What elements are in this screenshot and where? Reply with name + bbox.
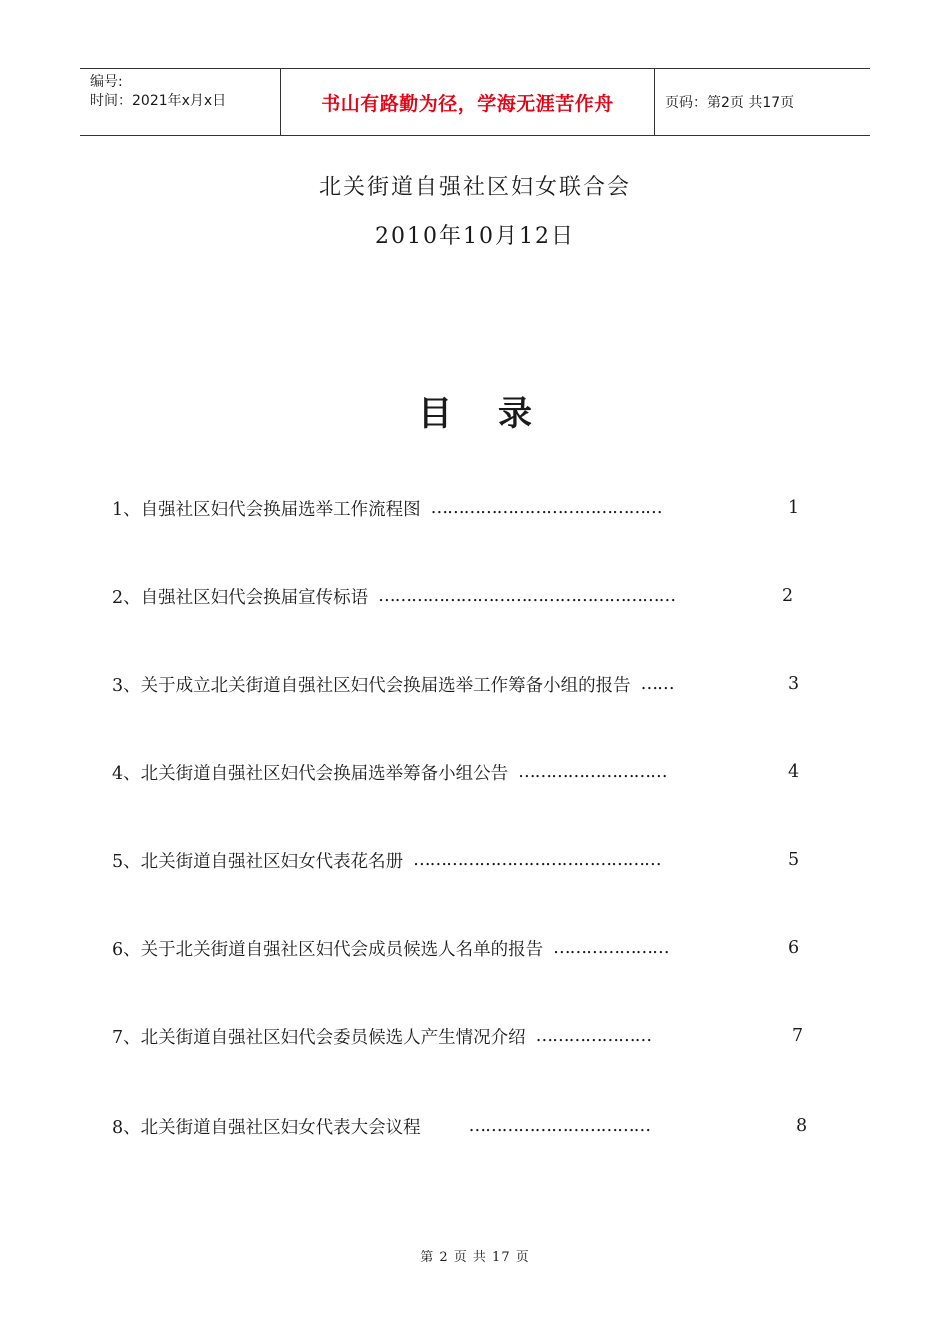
toc-item-page: 3: [788, 674, 800, 694]
toc-item-8[interactable]: [112, 1111, 812, 1141]
toc-item-leader: …………………: [535, 1026, 652, 1046]
toc-item-page: 2: [782, 586, 794, 606]
header-slogan: 书山有路勤为径，学海无涯苦作舟: [281, 69, 655, 135]
toc-item-leader: ………………………………………: [413, 850, 661, 870]
toc-item-text: 5、北关街道自强社区妇女代表花名册: [112, 851, 404, 872]
toc-item-page: 6: [788, 938, 800, 958]
toc-item-text: 7、北关街道自强社区妇代会委员候选人产生情况介绍: [112, 1027, 526, 1048]
toc-item-text: 6、关于北关街道自强社区妇代会成员候选人名单的报告: [112, 939, 544, 960]
document-date: 2010年10月12日: [375, 224, 575, 249]
toc-title: 目录: [418, 394, 578, 434]
toc-item-text: 8、北关街道自强社区妇女代表大会议程: [112, 1117, 421, 1138]
toc-item-page: 8: [796, 1116, 808, 1136]
toc-item-3[interactable]: [112, 669, 812, 699]
time-label: 时间：2021年x月x日: [90, 93, 227, 109]
toc-item-6[interactable]: [112, 933, 812, 963]
number-label: 编号:: [90, 74, 123, 90]
page-footer: 第 2 页 共 17 页: [420, 1250, 530, 1265]
toc-item-text: 2、自强社区妇代会换届宣传标语: [112, 587, 369, 608]
toc-item-page: 4: [788, 762, 800, 782]
toc-item-leader: ………………………: [518, 762, 667, 782]
toc-item-leader: …………………: [553, 938, 669, 958]
toc-item-leader: ……………………………………: [430, 498, 662, 518]
toc-item-page: 5: [788, 850, 800, 870]
toc-item-text: 3、关于成立北关街道自强社区妇代会换届选举工作筹备小组的报告: [112, 675, 631, 696]
toc-item-page: 1: [788, 498, 800, 518]
toc-item-1[interactable]: [112, 493, 812, 523]
toc-item-2[interactable]: [112, 581, 812, 611]
toc-item-text: 4、北关街道自强社区妇代会换届选举筹备小组公告: [112, 763, 509, 784]
toc-item-text: 1、自强社区妇代会换届选举工作流程图: [112, 499, 421, 520]
toc-item-leader: ……: [640, 674, 674, 694]
toc-item-7[interactable]: [112, 1021, 812, 1051]
toc-item-leader: ………………………………………………: [378, 586, 676, 606]
header-meta-cell: [80, 69, 281, 135]
toc-item-leader: ……………………………: [468, 1116, 651, 1136]
header-table: [80, 68, 870, 136]
toc-item-5[interactable]: [112, 845, 812, 875]
organization-name: 北关街道自强社区妇女联合会: [318, 175, 631, 200]
toc-item-page: 7: [792, 1026, 804, 1046]
header-page-info: 页码：第2页 共17页: [665, 95, 795, 111]
toc-item-4[interactable]: [112, 757, 812, 787]
